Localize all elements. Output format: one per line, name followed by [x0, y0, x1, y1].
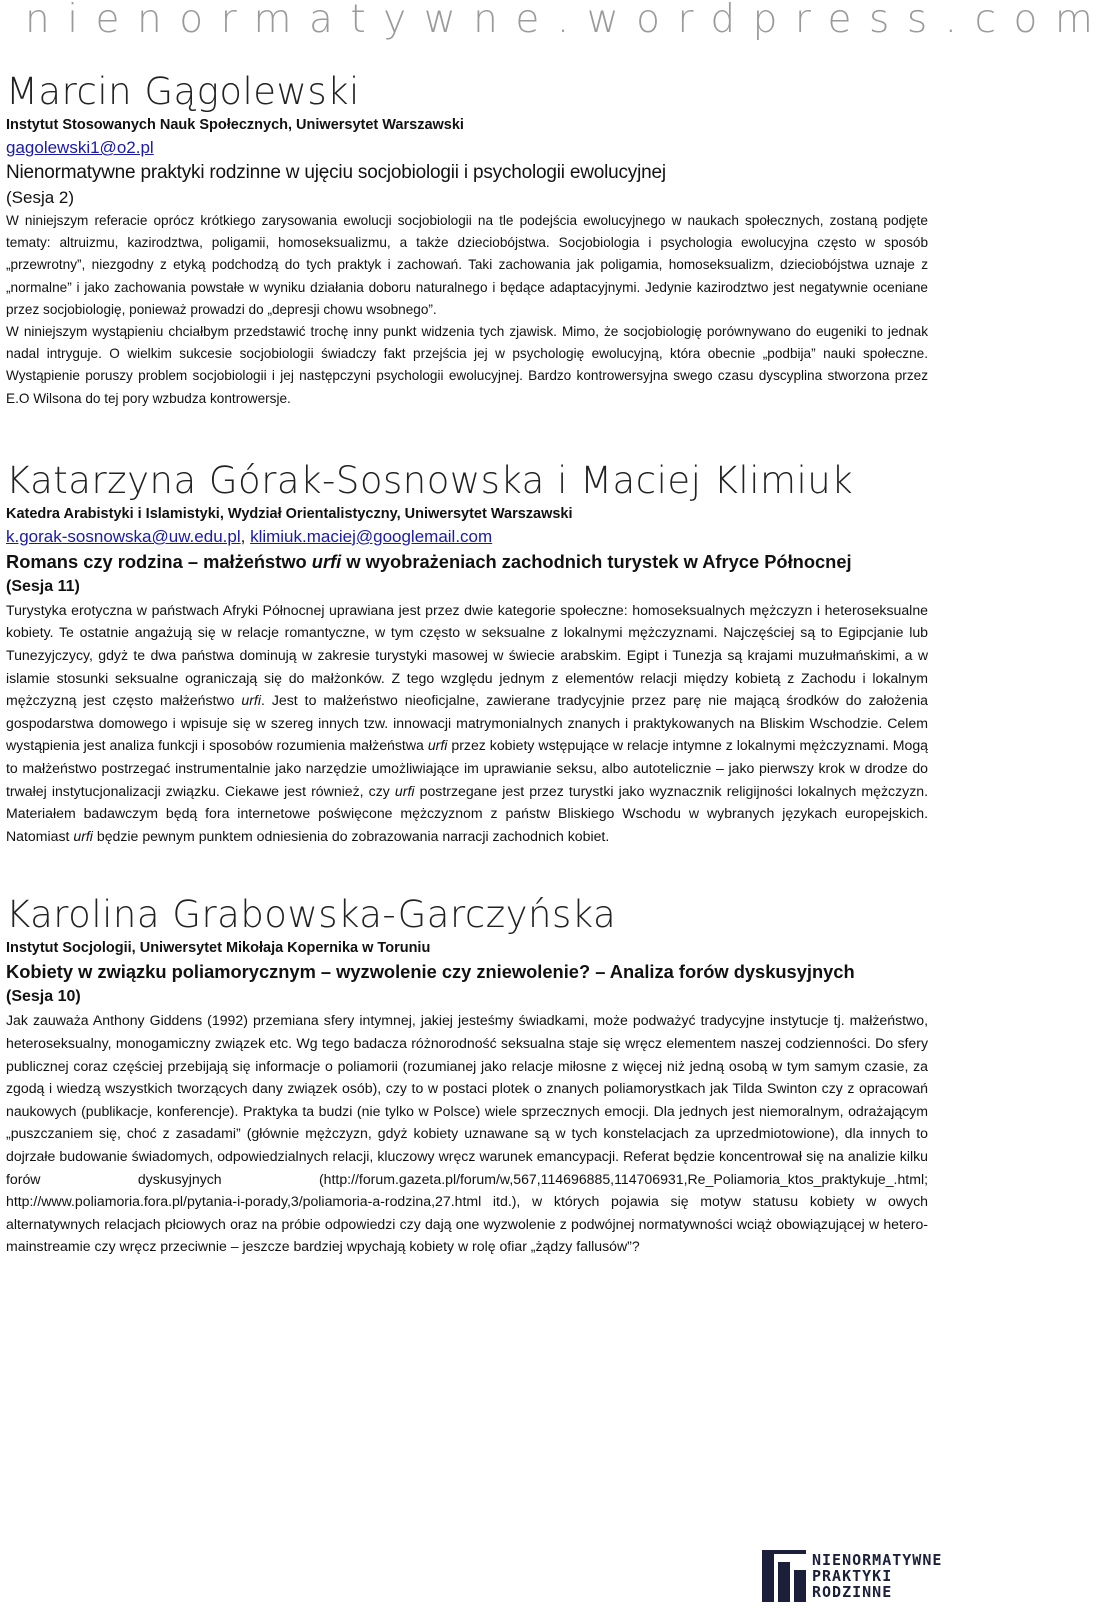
session-label: (Sesja 2)	[6, 188, 75, 207]
italic-term: urfi	[241, 692, 261, 709]
talk-title: Nienormatywne praktyki rodzinne w ujęciu socjobiologii i psychologii ewolucyjnej	[6, 162, 666, 183]
speaker-name: Marcin Gągolewski	[6, 70, 360, 113]
email-link[interactable]: k.gorak-sosnowska@uw.edu.pl	[6, 526, 241, 546]
talk-title: Kobiety w związku poliamorycznym – wyzwolenie czy zniewolenie? – Analiza forów dyskusyjnych	[6, 961, 855, 983]
affiliation: Instytut Socjologii, Uniwersytet Mikołaja Kopernika w Toruniu	[6, 940, 431, 957]
speaker-name: Katarzyna Górak-Sosnowska i Maciej Klimiuk	[6, 458, 854, 502]
logo-line: NIENORMATYWNE	[812, 1551, 943, 1569]
text-run: Turystyka erotyczna w państwach Afryki Północnej uprawiana jest przez dwie kategorie społeczne: homoseksualnych mężczyzn i heteroseksualne kobiety. Te ostatnie angażują się w relacje romantyczne, w tym często w seksualne z lokalnymi mężczyznami. Najczęściej są to Egipcjanie lub Tunezyjczycy, gdyż te dwa państwa dominują w zakresie turystyki masowej w świecie arabskim. Egipt i Tunezja są krajami muzułmańskimi, a w islamie stosunki seksualne ograniczają się do małżonków. Z tego względu jednym z elementów relacji między kobietą z Zachodu i lokalnym mężczyzną jest często małżeństwo	[6, 601, 928, 709]
affiliation: Katedra Arabistyki i Islamistyki, Wydział Orientalistyczny, Uniwersytet Warszawski	[6, 505, 573, 522]
section-gorak-klimiuk	[6, 459, 956, 848]
email-line	[6, 136, 956, 160]
abstract	[6, 599, 928, 848]
title-text: Romans czy rodzina – małżeństwo	[6, 550, 312, 572]
speaker-name: Karolina Grabowska-Garczyńska	[6, 893, 617, 937]
email-link[interactable]: gagolewski1@o2.pl	[6, 138, 154, 157]
document-page	[6, 0, 1110, 1258]
abstract-paragraph: Jak zauważa Anthony Giddens (1992) przemiana sfery intymnej, jakiej jesteśmy świadkami, może podważyć tradycyjne instytucje tj. małżeństwo, heteroseksualny, monogamiczny związek etc. Wg tego badacza różnorodność seksualna staje się wręcz elementem naszej codzienności. Do sfery publicznej coraz częściej przebijają się informacje o poliamorii (rozumianej jako relacje miłosne z więcej niż jedną osobą w tym samym czasie, za zgodą i wiedzą wszystkich tworzących dany związek osób), czy to w postaci plotek o znanych poliamorystkach jak Tilda Swinton czy z opracowań naukowych (publikacje, konferencje). Praktyka ta budzi (nie tylko w Polsce) wiele sprzecznych emocji. Dla jednych jest niemoralnym, odrażającym „puszczaniem się, choć z zasadami” (głównie mężczyzn, gdyż kobiety uznawane są w tych konstelacjach za uprzedmiotowione), dla innych to dojrzałe budowanie świadomych, odpowiedzialnych relacji, kluczowy wręcz warunek emancypacji. Referat będzie koncentrował się na analizie kilku forów dyskusyjnych (http://forum.gazeta.pl/forum/w,567,114696885,114706931,Re_Poliamoria_ktos_praktykuje_.html; http://www.poliamoria.fora.pl/pytania-i-porady,3/poliamoria-a-rodzina,27.html itd.), w których pojawia się motyw statusu kobiety w owych alternatywnych relacjach płciowych oraz na próbie odpowiedzi czy dają one wyzwolenie z podwójnej normatywności wciąż obowiązującej w hetero-mainstreamie czy wręcz przeciwnie – jeszcze bardziej wpychają kobiety w rolę ofiar „żądzy fallusów”?	[6, 1012, 928, 1255]
text-run: postrzegane jest przez turystki jako wyznacznik religijności lokalnych mężczyzn. Materiałem badawczym będą fora internetowe poświęcone mężczyznom z państw Bliskiego Wschodu w wybranych językach europejskich. Natomiast	[6, 782, 928, 844]
title-text: w wyobrażeniach zachodnich turystek w Afryce Północnej	[341, 550, 852, 572]
italic-term: urfi	[73, 827, 93, 844]
site-header: nienormatywne.wordpress.com	[25, 0, 1110, 42]
text-run: . Jest to małżeństwo nieoficjalne, zawierane tradycyjnie przez parę nie mającą środków do założenia gospodarstwa domowego i wpisuje się w szereg innych tzw. innowacji matrymonialnych znanych i praktykowanych na Bliskim Wschodzie. Celem wystąpienia jest analiza funkcji i sposobów rozumienia małżeństwa	[6, 692, 928, 754]
text-run: będzie pewnym punktem odniesienia do zobrazowania narracji zachodnich kobiet.	[92, 827, 610, 844]
abstract-paragraph: W niniejszym wystąpieniu chciałbym przedstawić trochę inny punkt widzenia tych zjawisk. Mimo, że socjobiologię porównywano do eugeniki to jednak nadal intryguje. O wielkim sukcesie socjobiologii świadczy fakt przejścia jej w psychologię ewolucyjną, która obecnie „podbija” nauki społeczne. Wystąpienie poruszy problem socjobiologii i jej następczyni psychologii ewolucyjnej. Bardzo kontrowersyjna swego czasu dyscyplina stworzona przez E.O Wilsona do tej pory wzbudza kontrowersje.	[6, 324, 928, 406]
abstract-paragraph	[6, 599, 928, 848]
section-grabowska	[6, 893, 956, 1258]
abstract	[6, 1009, 928, 1258]
italic-term: urfi	[427, 737, 448, 754]
talk-title	[6, 549, 956, 575]
abstract-paragraph: W niniejszym referacie oprócz krótkiego zarysowania ewolucji socjobiologii na tle podejścia ewolucyjnego w naukach społecznych, zostaną podjęte tematy: altruizmu, kazirodztwa, poligamii, homoseksualizmu, a także dzieciobójstwa. Socjobiologia i psychologia ewolucyjna często w sposób „przewrotny”, niezgodny z etyką podchodzą do tych praktyk i zachowań. Taki zachowania jak poligamia, homoseksualizm, dzieciobójstwa uznaje z „normalne” i jako zachowania powstałe w wyniku działania doboru naturalnego i będące adaptacyjnymi. Jedynie kazirodztwo jest negatywnie oceniane przez socjobiologię, ponieważ prowadzi do „depresji chowu wsobnego”.	[6, 213, 928, 317]
logo-line: PRAKTYKI	[812, 1567, 893, 1585]
italic-term: urfi	[394, 782, 415, 799]
section-gagolewski	[6, 70, 956, 410]
logo	[760, 1548, 948, 1606]
logo-line: RODZINNE	[812, 1583, 893, 1601]
title-italic: urfi	[311, 550, 342, 572]
session-label: (Sesja 11)	[6, 577, 80, 595]
session-label: (Sesja 10)	[6, 988, 81, 1006]
text-run: przez kobiety wstępujące w relacje intymne z lokalnymi mężczyznami. Mogą to małżeństwo postrzegać instrumentalnie jako narzędzie umożliwiające im uprawianie seksu, albo autotelicznie – jako pierwszy krok w drodze do trwałej instytucjonalizacji związku. Ciekawe jest również, czy	[6, 737, 928, 799]
logo-text	[812, 1552, 942, 1600]
affiliation: Instytut Stosowanych Nauk Społecznych, Uniwersytet Warszawski	[6, 117, 464, 133]
email-link[interactable]: klimiuk.maciej@googlemail.com	[250, 526, 493, 546]
email-line	[6, 525, 956, 549]
email-separator: ,	[240, 526, 251, 546]
abstract	[6, 210, 928, 410]
logo-mark-icon	[760, 1548, 812, 1606]
